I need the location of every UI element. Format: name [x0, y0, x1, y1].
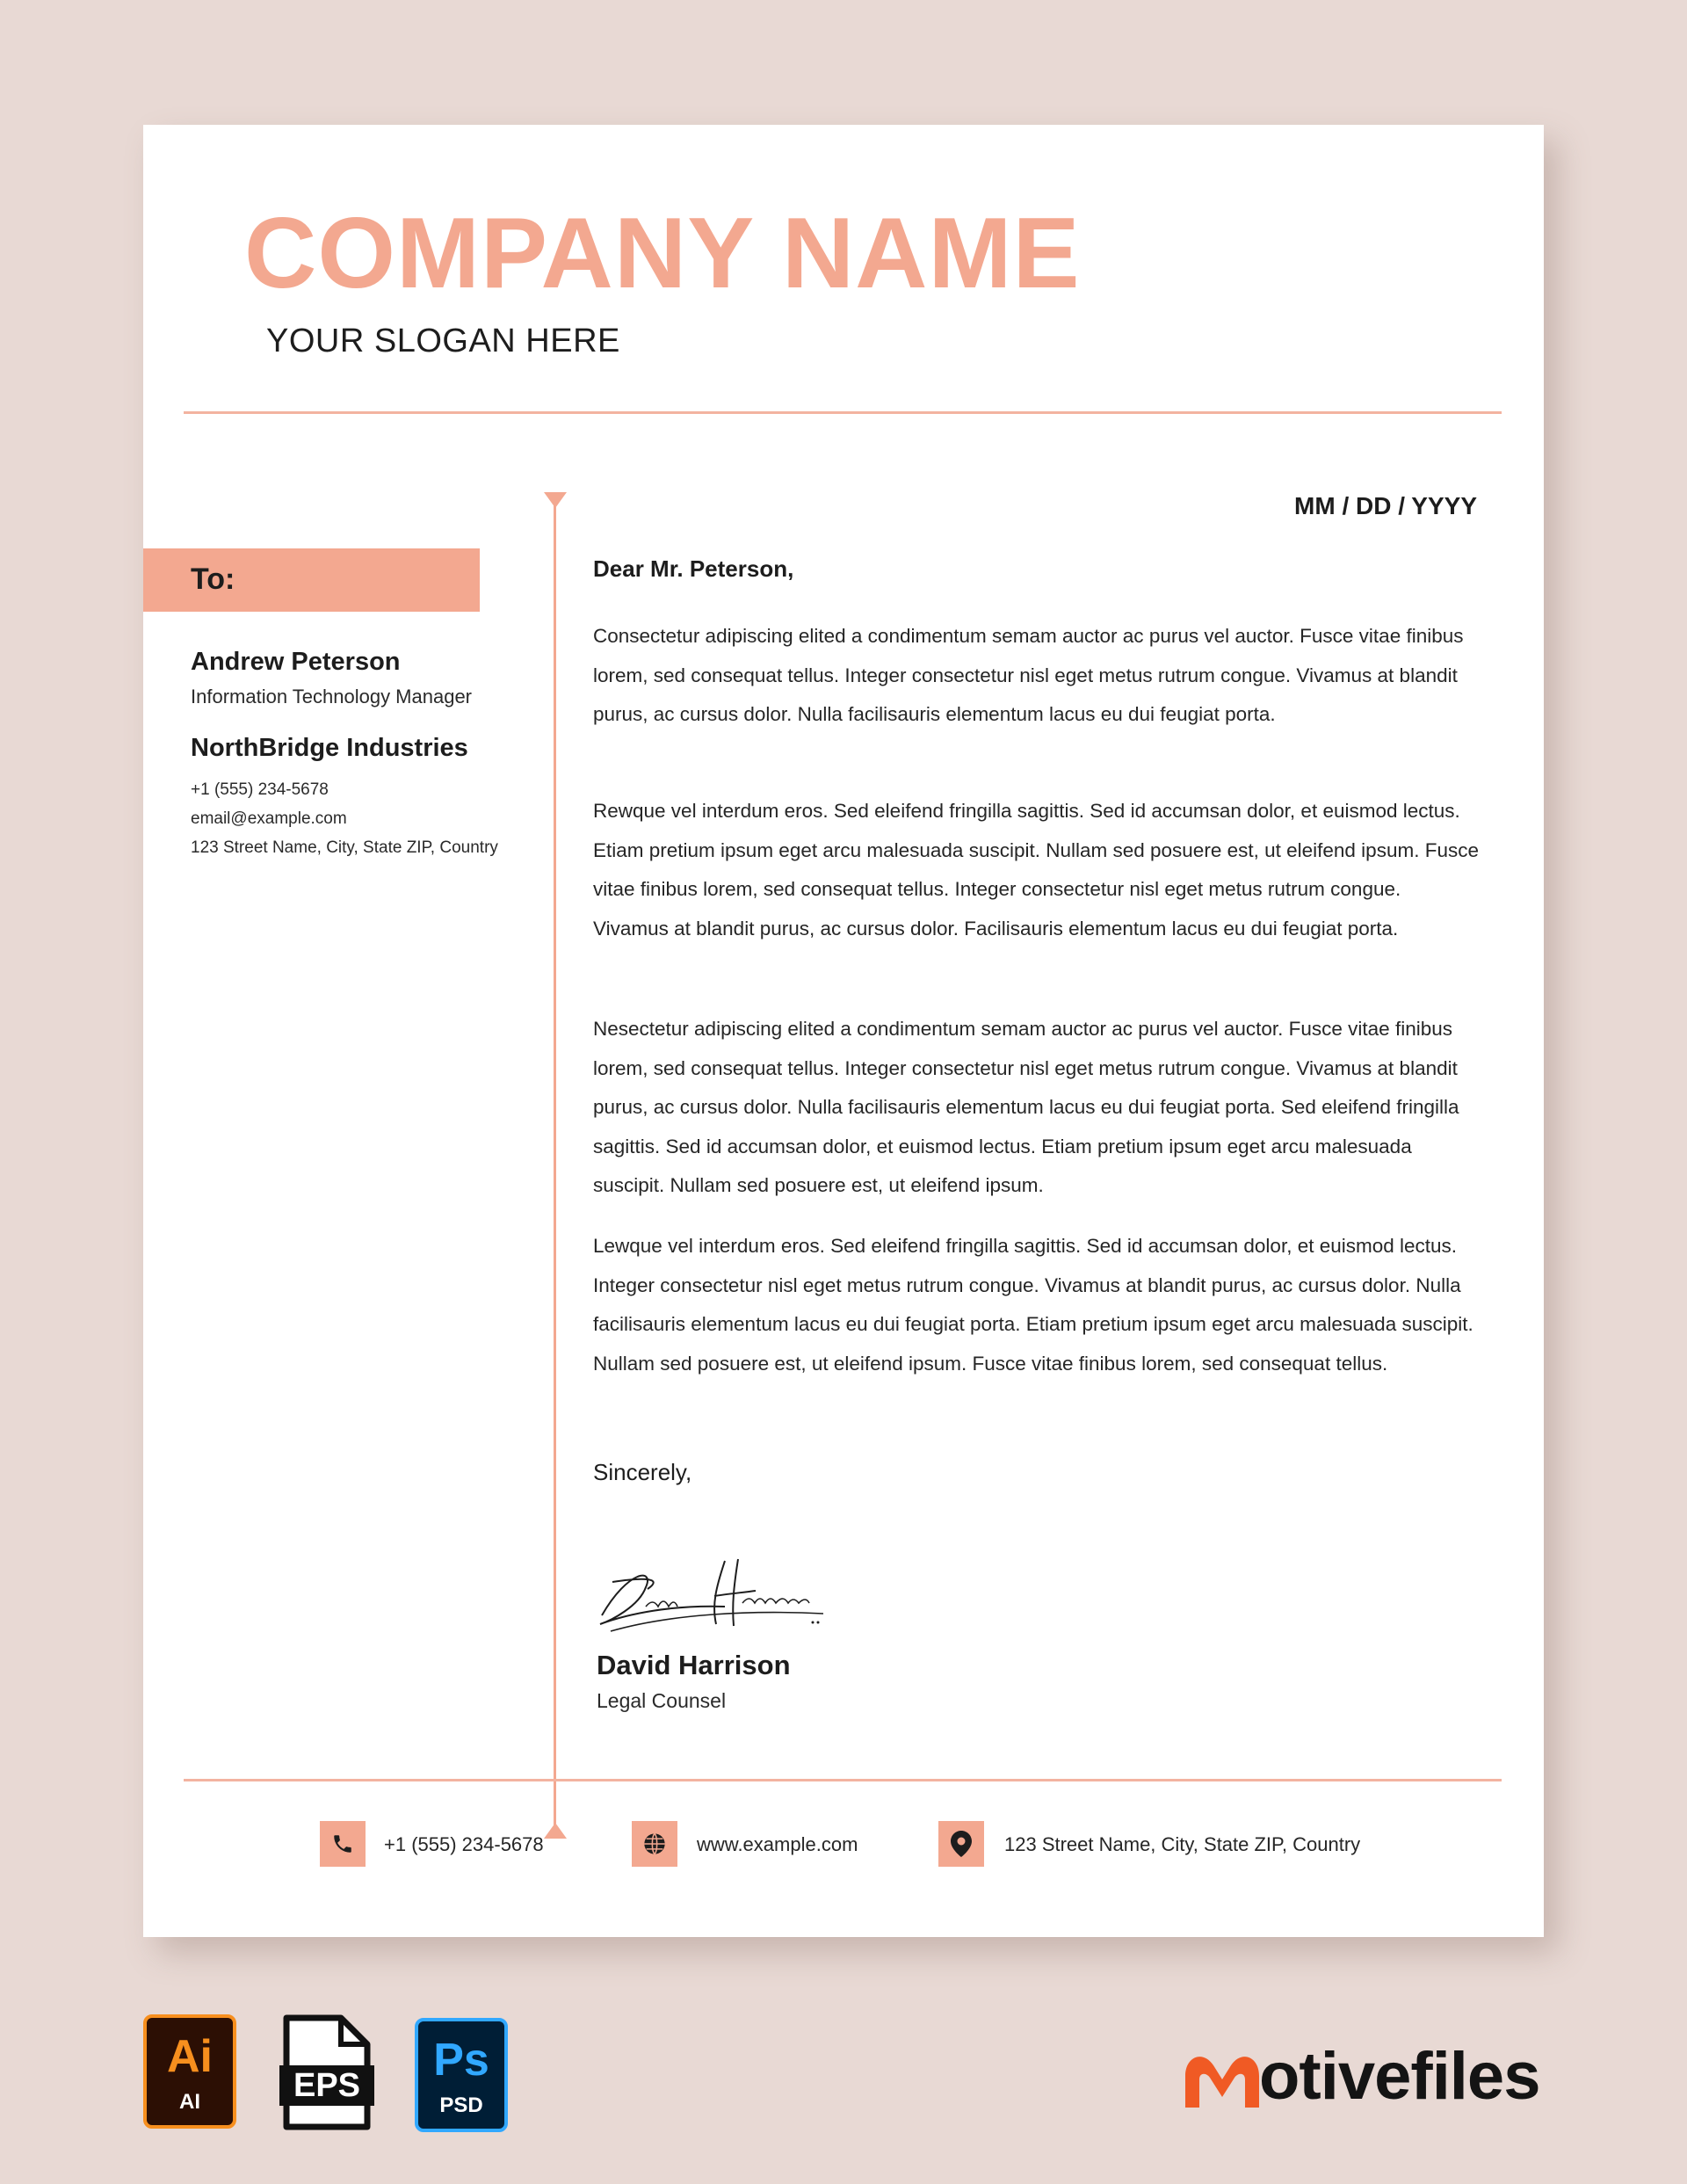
divider-arrow-bottom [544, 1823, 567, 1839]
signature [593, 1552, 830, 1640]
ai-badge-caption: AI [179, 2090, 200, 2114]
globe-icon [632, 1821, 677, 1867]
closing: Sincerely, [593, 1459, 692, 1485]
recipient-title: Information Technology Manager [191, 686, 473, 707]
ai-badge-label: Ai [167, 2031, 213, 2082]
body-paragraph: Rewque vel interdum eros. Sed eleifend fringilla sagittis. Sed id accumsan dolor, et euismod lectus. Etiam pretium ipsum eget arcu malesuada suscipit. Nullam sed posuere est, ut eleifend ipsum. Fusce vitae finibus lorem, sed consequat tellus. Integer consectetur nisl eget metus rutrum congue. Vivamus at blandit purus, ac cursus dolor. Facilisauris elementum lacus eu dui feugiat porta. [593, 800, 1479, 940]
ai-file-icon [143, 2014, 236, 2129]
ps-badge-caption: PSD [439, 2093, 483, 2117]
recipient-address: 123 Street Name, City, State ZIP, Country [191, 838, 498, 857]
sender-name: David Harrison [597, 1650, 791, 1680]
company-name: COMPANY NAME [244, 198, 1081, 309]
brand-mark-icon [1182, 2041, 1263, 2111]
recipient-phone: +1 (555) 234-5678 [191, 780, 329, 799]
recipient-company: NorthBridge Industries [191, 734, 468, 762]
ps-badge-label: Ps [433, 2035, 489, 2086]
recipient-email: email@example.com [191, 809, 347, 828]
psd-file-icon [415, 2018, 508, 2132]
header-divider [184, 411, 1502, 414]
eps-badge-label: EPS [293, 2067, 361, 2104]
slogan: YOUR SLOGAN HERE [266, 323, 620, 359]
footer-website: www.example.com [697, 1833, 858, 1855]
letter-date: MM / DD / YYYY [1294, 492, 1477, 519]
sender-title: Legal Counsel [597, 1689, 727, 1712]
greeting: Dear Mr. Peterson, [593, 555, 794, 582]
body-paragraph: Lewque vel interdum eros. Sed eleifend fringilla sagittis. Sed id accumsan dolor, et euismod lectus. Integer consectetur nisl eget metus rutrum congue. Vivamus at blandit purus, ac cursus dolor. Nulla facilisauris elementum lacus eu dui feugiat porta. Etiam pretium ipsum eget arcu malesuada suscipit. Nullam sed posuere est, ut eleifend ipsum. Fusce vitae finibus lorem, sed consequat tellus. [593, 1235, 1473, 1375]
footer-divider [184, 1779, 1502, 1781]
vertical-divider [554, 492, 556, 1837]
brand-logo [1182, 2039, 1544, 2115]
body-paragraph: Nesectetur adipiscing elited a condimentum semam auctor ac purus vel auctor. Fusce vitae finibus lorem, sed consequat tellus. Integer consectetur nisl eget metus rutrum congue. Vivamus at blandit purus, ac cursus dolor. Nulla facilisauris elementum lacus eu dui feugiat porta. Sed eleifend fringilla sagittis. Sed id accumsan dolor, et euismod lectus. Etiam pretium ipsum eget arcu malesuada suscipit. Nullam sed posuere est, ut eleifend ipsum. [593, 1018, 1459, 1196]
location-pin-icon [938, 1821, 984, 1867]
phone-icon [320, 1821, 366, 1867]
footer-address: 123 Street Name, City, State ZIP, Country [1004, 1833, 1361, 1855]
recipient-name: Andrew Peterson [191, 648, 401, 676]
brand-name: otivefiles [1259, 2039, 1540, 2114]
eps-file-icon [278, 2014, 376, 2132]
letterhead-sheet [143, 125, 1544, 1937]
footer-phone: +1 (555) 234-5678 [384, 1833, 544, 1855]
to-label-bar [143, 548, 480, 612]
body-paragraph: Consectetur adipiscing elited a condimentum semam auctor ac purus vel auctor. Fusce vitae finibus lorem, sed consequat tellus. Integer consectetur nisl eget metus rutrum congue. Vivamus at blandit purus, ac cursus dolor. Nulla facilisauris elementum lacus eu dui feugiat porta. [593, 625, 1464, 725]
to-label: To: [191, 562, 235, 596]
